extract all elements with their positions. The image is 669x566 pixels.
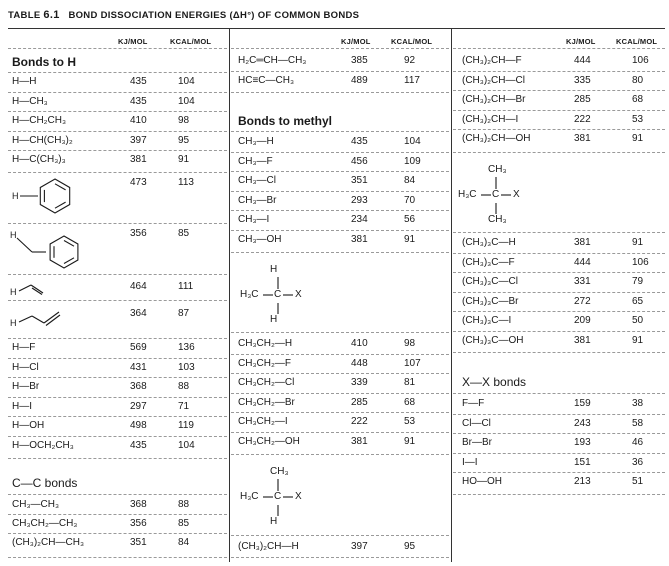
kj-value: 381 xyxy=(130,154,147,165)
kcal-value: 104 xyxy=(178,439,195,451)
bond-formula: (CH₃)₂CH—I xyxy=(462,113,519,125)
kcal-value: 91 xyxy=(632,237,644,248)
bond-formula: H—C(CH₃)₃ xyxy=(12,154,66,165)
kj-value: 397 xyxy=(130,134,147,146)
bond-formula: CH₃CH₂—F xyxy=(238,357,291,369)
bond-formula: (CH₃)₂CH—H xyxy=(238,541,299,552)
atom-center: C xyxy=(274,289,282,300)
bond-formula: H—Cl xyxy=(12,361,39,373)
bond-formula: CH₃CH₂—OH xyxy=(238,435,300,447)
kj-value: 368 xyxy=(130,381,147,392)
bond-lines xyxy=(240,466,320,530)
kj-value: 435 xyxy=(130,95,147,107)
divider xyxy=(453,232,665,233)
col2-header-kcal: KCAL/MOL xyxy=(391,37,433,46)
divider xyxy=(453,393,665,394)
divider xyxy=(8,131,227,132)
section-xx-bonds: X—X bonds xyxy=(462,375,527,389)
divider xyxy=(231,210,449,211)
kcal-value: 51 xyxy=(632,476,644,487)
bond-formula: Cl—Cl xyxy=(462,417,491,429)
bond-formula: H—OH xyxy=(12,420,45,431)
kcal-value: 109 xyxy=(404,155,421,167)
bond-formula: (CH₃)₃C—F xyxy=(462,256,515,268)
bond-formula: CH₃CH₂—H xyxy=(238,338,293,349)
bond-formula: HC≡C—CH₃ xyxy=(238,75,295,86)
kcal-value: 103 xyxy=(178,361,195,373)
kj-value: 293 xyxy=(351,194,368,206)
kcal-value: 98 xyxy=(404,338,416,349)
atom-right: X xyxy=(295,289,302,300)
table-title-text: BOND DISSOCIATION ENERGIES (ΔH°) OF COMMON BONDS xyxy=(68,10,360,21)
kj-value: 498 xyxy=(130,420,147,431)
divider xyxy=(8,223,227,224)
kj-value: 448 xyxy=(351,357,368,369)
kj-value: 444 xyxy=(574,55,591,66)
bond-formula: (CH₃)₂CH—CH₃ xyxy=(12,537,85,548)
kj-value: 351 xyxy=(351,175,368,186)
kcal-value: 68 xyxy=(632,94,644,105)
kcal-value: 104 xyxy=(404,136,421,147)
vinyl-chain-icon xyxy=(10,281,70,299)
divider xyxy=(8,172,227,173)
divider xyxy=(8,514,227,515)
bond-formula: CH₃—CH₃ xyxy=(12,499,60,510)
col1-header-kj: KJ/MOL xyxy=(118,37,148,46)
bond-formula: CH₃—OH xyxy=(238,233,282,245)
kcal-value: 95 xyxy=(404,541,416,552)
table-title xyxy=(8,9,359,21)
kj-value: 444 xyxy=(574,256,591,268)
kj-value: 151 xyxy=(574,456,591,468)
kj-value: 272 xyxy=(574,295,591,307)
bond-lines xyxy=(458,164,538,228)
bond-formula: HO—OH xyxy=(462,476,502,487)
column-divider-2 xyxy=(451,28,452,562)
section-bonds-to-methyl: Bonds to methyl xyxy=(238,114,333,128)
kcal-value: 98 xyxy=(178,115,190,126)
divider xyxy=(231,92,449,93)
kcal-value: 38 xyxy=(632,398,644,409)
divider xyxy=(231,412,449,413)
kj-value: 193 xyxy=(574,437,591,448)
section-bonds-to-h: Bonds to H xyxy=(12,55,76,69)
kj-value: 331 xyxy=(574,276,591,287)
bond-formula: H—F xyxy=(12,342,36,353)
kj-value: 385 xyxy=(351,55,368,66)
kj-value: 285 xyxy=(351,396,368,408)
divider xyxy=(8,150,227,151)
divider xyxy=(8,338,227,339)
kj-value: 368 xyxy=(130,499,147,510)
kj-value: 364 xyxy=(130,308,147,319)
kcal-value: 84 xyxy=(178,537,190,548)
divider xyxy=(453,110,665,111)
kj-value: 381 xyxy=(351,435,368,447)
divider xyxy=(453,331,665,332)
divider xyxy=(453,453,665,454)
bond-formula: CH₃—Br xyxy=(238,194,277,206)
kcal-value: 79 xyxy=(632,276,644,287)
divider xyxy=(453,494,665,495)
bond-formula: H—OCH₂CH₃ xyxy=(12,439,74,451)
kcal-value: 119 xyxy=(178,420,194,431)
kj-value: 381 xyxy=(574,133,591,144)
kj-value: 335 xyxy=(574,74,591,86)
divider xyxy=(8,557,227,558)
bond-formula: H—CH₂CH₃ xyxy=(12,115,67,126)
bond-formula: (CH₃)₃C—Br xyxy=(462,295,519,307)
divider xyxy=(453,90,665,91)
ethyl-carbon-structure xyxy=(240,466,320,530)
kj-value: 381 xyxy=(351,233,368,245)
kcal-value: 104 xyxy=(178,95,195,107)
bond-formula: CH₃CH₂—Cl xyxy=(238,377,295,388)
svg-text:H: H xyxy=(10,287,17,297)
atom-bottom: H xyxy=(270,516,278,527)
bond-lines xyxy=(240,264,320,328)
tert-carbon-structure xyxy=(458,164,538,228)
atom-left: H₃C xyxy=(240,289,259,300)
divider xyxy=(8,358,227,359)
section-cc-bonds: C—C bonds xyxy=(12,476,78,490)
kj-value: 222 xyxy=(351,416,368,427)
kcal-value: 80 xyxy=(632,74,644,86)
kcal-value: 106 xyxy=(632,256,649,268)
kcal-value: 81 xyxy=(404,377,416,388)
kj-value: 222 xyxy=(574,113,591,125)
kcal-value: 104 xyxy=(178,76,195,87)
kj-value: 356 xyxy=(130,518,147,529)
divider xyxy=(8,458,227,459)
divider xyxy=(231,432,449,433)
kj-value: 456 xyxy=(351,155,368,167)
divider xyxy=(8,72,227,73)
kj-value: 213 xyxy=(574,476,591,487)
kj-value: 234 xyxy=(351,214,368,225)
svg-text:H: H xyxy=(12,191,19,201)
top-rule xyxy=(8,28,665,29)
bond-formula: I—I xyxy=(462,456,478,468)
kcal-value: 65 xyxy=(632,295,644,307)
divider xyxy=(8,377,227,378)
divider xyxy=(231,131,449,132)
divider xyxy=(231,152,449,153)
kcal-value: 92 xyxy=(404,55,416,66)
svg-text:H: H xyxy=(10,230,17,240)
divider xyxy=(8,111,227,112)
divider xyxy=(453,272,665,273)
kcal-value: 84 xyxy=(404,175,416,186)
bond-formula: H—H xyxy=(12,76,37,87)
kcal-value: 91 xyxy=(404,435,416,447)
divider xyxy=(8,92,227,93)
bond-formula: H—I xyxy=(12,400,32,412)
bond-formula: CH₃—F xyxy=(238,155,273,167)
divider xyxy=(231,557,449,558)
kcal-value: 56 xyxy=(404,214,416,225)
divider xyxy=(453,292,665,293)
kj-value: 473 xyxy=(130,177,147,188)
atom-bottom: CH₃ xyxy=(488,214,507,225)
methyl-carbon-structure xyxy=(240,264,320,328)
divider xyxy=(8,494,227,495)
atom-bottom: H xyxy=(270,314,278,325)
kcal-value: 46 xyxy=(632,437,644,448)
kj-value: 381 xyxy=(574,237,591,248)
kcal-value: 88 xyxy=(178,499,190,510)
atom-left: H₃C xyxy=(240,491,259,502)
kcal-value: 53 xyxy=(632,113,644,125)
kcal-value: 70 xyxy=(404,194,416,206)
kcal-value: 111 xyxy=(178,281,194,292)
atom-left: H₃C xyxy=(458,189,477,200)
divider xyxy=(231,354,449,355)
divider xyxy=(8,416,227,417)
divider xyxy=(453,253,665,254)
bond-formula: (CH₃)₃C—OH xyxy=(462,334,524,346)
bond-formula: H—CH(CH₃)₂ xyxy=(12,134,73,146)
benzyl-ring-icon xyxy=(10,226,90,270)
kcal-value: 68 xyxy=(404,396,416,408)
divider xyxy=(231,230,449,231)
bond-formula: (CH₃)₃C—I xyxy=(462,315,512,326)
kcal-value: 91 xyxy=(632,334,644,346)
col3-header-kcal: KCAL/MOL xyxy=(616,37,658,46)
table-label: TABLE xyxy=(8,10,41,21)
kj-value: 489 xyxy=(351,75,368,86)
divider xyxy=(8,274,227,275)
kcal-value: 106 xyxy=(632,55,649,66)
kcal-value: 58 xyxy=(632,417,644,429)
kcal-value: 136 xyxy=(178,342,195,353)
divider xyxy=(231,535,449,536)
divider xyxy=(231,332,449,333)
atom-center: C xyxy=(274,491,282,502)
divider xyxy=(231,252,449,253)
divider xyxy=(8,436,227,437)
kj-value: 435 xyxy=(351,136,368,147)
col1-header-kcal: KCAL/MOL xyxy=(170,37,212,46)
kcal-value: 50 xyxy=(632,315,644,326)
divider xyxy=(8,397,227,398)
bond-formula: H—Br xyxy=(12,381,40,392)
bond-formula: (CH₃)₂CH—OH xyxy=(462,133,531,144)
kj-value: 435 xyxy=(130,76,147,87)
kcal-value: 91 xyxy=(178,154,190,165)
divider xyxy=(453,472,665,473)
kj-value: 431 xyxy=(130,361,147,373)
bond-formula: CH₃CH₂—I xyxy=(238,416,288,427)
divider xyxy=(453,129,665,130)
divider xyxy=(231,171,449,172)
divider xyxy=(231,48,449,49)
bond-formula: CH₃—H xyxy=(238,136,274,147)
kj-value: 381 xyxy=(574,334,591,346)
col2-header-kj: KJ/MOL xyxy=(341,37,371,46)
allyl-chain-icon xyxy=(10,306,80,332)
atom-right: X xyxy=(513,189,520,200)
kj-value: 464 xyxy=(130,281,147,292)
kcal-value: 85 xyxy=(178,228,190,239)
atom-right: X xyxy=(295,491,302,502)
divider xyxy=(8,48,227,49)
kcal-value: 107 xyxy=(404,357,421,369)
svg-text:H: H xyxy=(10,318,17,328)
kj-value: 297 xyxy=(130,400,147,412)
kj-value: 351 xyxy=(130,537,147,548)
bond-formula: (CH₃)₃C—Cl xyxy=(462,276,518,287)
kcal-value: 36 xyxy=(632,456,644,468)
divider xyxy=(231,393,449,394)
kj-value: 243 xyxy=(574,417,591,429)
kcal-value: 91 xyxy=(632,133,644,144)
bond-formula: (CH₃)₂CH—Cl xyxy=(462,74,525,86)
divider xyxy=(231,71,449,72)
bond-formula: H₂C═CH—CH₃ xyxy=(238,55,307,66)
kcal-value: 85 xyxy=(178,518,190,529)
bond-formula: H—CH₃ xyxy=(12,95,48,107)
bond-formula: CH₃—I xyxy=(238,214,270,225)
bond-formula: CH₃CH₂—CH₃ xyxy=(12,518,78,529)
divider xyxy=(453,352,665,353)
kj-value: 410 xyxy=(130,115,147,126)
bond-formula: CH₃—Cl xyxy=(238,175,276,186)
kcal-value: 87 xyxy=(178,308,190,319)
atom-top: CH₃ xyxy=(488,164,507,175)
kcal-value: 53 xyxy=(404,416,416,427)
bond-formula: F—F xyxy=(462,398,485,409)
bond-formula: (CH₃)₂CH—F xyxy=(462,55,522,66)
atom-center: C xyxy=(492,189,500,200)
bond-formula: CH₃CH₂—Br xyxy=(238,396,295,408)
kj-value: 410 xyxy=(351,338,368,349)
kj-value: 159 xyxy=(574,398,591,409)
kcal-value: 95 xyxy=(178,134,190,146)
divider xyxy=(8,300,227,301)
bond-formula: (CH₃)₂CH—Br xyxy=(462,94,526,105)
kj-value: 339 xyxy=(351,377,368,388)
divider xyxy=(231,454,449,455)
kcal-value: 88 xyxy=(178,381,190,392)
divider xyxy=(8,533,227,534)
kj-value: 356 xyxy=(130,228,147,239)
kj-value: 435 xyxy=(130,439,147,451)
kcal-value: 117 xyxy=(404,75,420,86)
kj-value: 285 xyxy=(574,94,591,105)
bond-formula: (CH₃)₃C—H xyxy=(462,237,516,248)
divider xyxy=(453,71,665,72)
kcal-value: 113 xyxy=(178,177,194,188)
benzene-ring-icon xyxy=(12,176,82,216)
divider xyxy=(453,311,665,312)
divider xyxy=(231,373,449,374)
column-divider-1 xyxy=(229,28,230,562)
kcal-value: 71 xyxy=(178,400,190,412)
divider xyxy=(453,414,665,415)
kj-value: 397 xyxy=(351,541,368,552)
divider xyxy=(231,191,449,192)
divider xyxy=(453,433,665,434)
atom-top: CH₃ xyxy=(270,466,289,477)
table-number: 6.1 xyxy=(43,9,60,21)
kj-value: 569 xyxy=(130,342,147,353)
kj-value: 209 xyxy=(574,315,591,326)
divider xyxy=(453,48,665,49)
bond-formula: Br—Br xyxy=(462,437,492,448)
kcal-value: 91 xyxy=(404,233,416,245)
atom-top: H xyxy=(270,264,278,275)
divider xyxy=(453,152,665,153)
col3-header-kj: KJ/MOL xyxy=(566,37,596,46)
